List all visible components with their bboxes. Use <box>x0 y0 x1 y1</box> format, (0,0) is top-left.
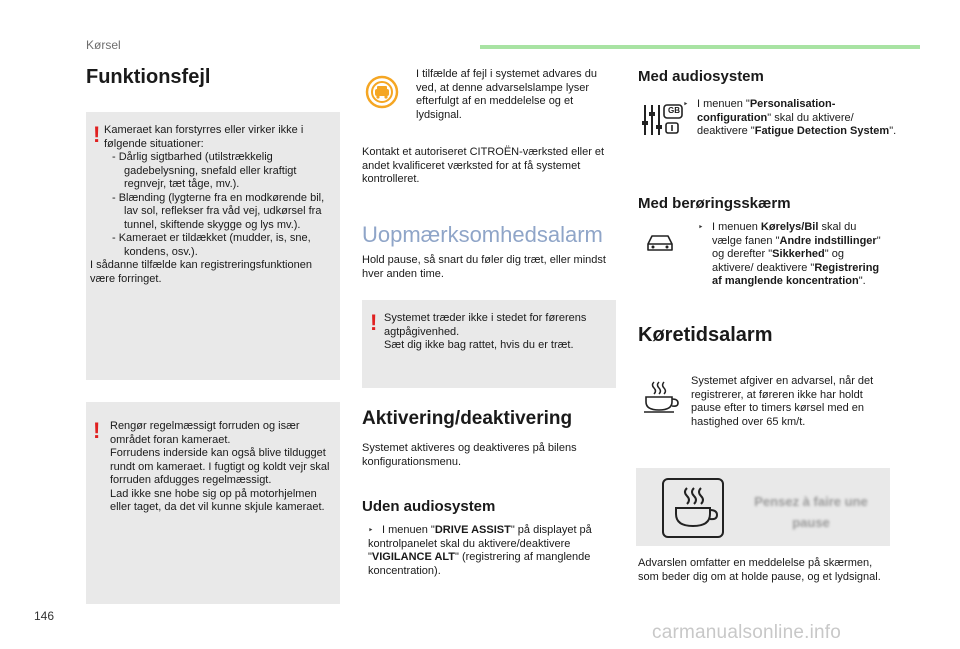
watermark: carmanualsonline.info <box>652 622 842 643</box>
activation-title: Aktivering/deaktivering <box>362 408 573 429</box>
list-item: - Kameraet er tildækket (mudder, is, sne, kondens, osv.). <box>112 232 311 258</box>
screen-icon-frame <box>662 478 724 538</box>
coffee-cup-icon <box>642 380 682 414</box>
warning-mark: ! <box>93 418 101 443</box>
warning-outro: I sådanne tilfælde kan registreringsfunktionen være forringet. <box>90 259 312 285</box>
workshop-text: Kontakt et autoriseret CITROËN-værksted eller et andet kvalificeret værksted for at få systemet kontrolleret. <box>362 146 605 185</box>
warning-camera-text <box>90 124 336 286</box>
malfunction-title: Funktionsfejl <box>86 66 211 88</box>
driving-time-title: Køretidsalarm <box>638 324 773 346</box>
touchscreen-text: ‣ I menuen Kørelys/Bil skal du vælge fanen "Andre indstillinger" og derefter "Sikkerhed" og aktivere/ deaktivere "Registrering af manglende koncentration". <box>698 221 881 287</box>
alert-text: I tilfælde af fejl i systemet advares du ved, at denne advarselslampe lyser efterfulgt af en meddelelse og et lydsignal. <box>416 68 597 121</box>
section-label: Kørsel <box>86 38 121 52</box>
no-audio-title: Uden audiosystem <box>362 498 496 515</box>
list-item: - Blænding (lygterne fra en modkørende bil, lav sol, reflekser fra våd vej, udkørsel fra tunnel, skiftende skygge og lys mv.). <box>112 191 325 231</box>
warning-fatigue-text: Systemet træder ikke i stedet for førerens agtpågivenhed. Sæt dig ikke bag rattet, hvis du er træt. <box>384 312 587 351</box>
warning-text: Advarslen omfatter en meddelelse på skærmen, som beder dig om at holde pause, og et lydsignal. <box>638 557 881 583</box>
alarm-text: Hold pause, så snart du føler dig træt, eller mindst hver anden time. <box>362 254 606 280</box>
coffee-cup-icon <box>670 484 718 532</box>
fatigue-alert-icon <box>364 74 400 110</box>
arrow-icon: ‣ <box>368 525 374 535</box>
warning-intro: Kameraet kan forstyrres eller virker ikke i følgende situationer: <box>104 124 304 150</box>
section-bar <box>480 45 920 49</box>
alarm-title: Uopmærksomhedsalarm <box>362 222 603 247</box>
warning-mark: ! <box>93 122 101 147</box>
arrow-icon: ‣ <box>698 222 704 232</box>
warning-clean-text: Rengør regelmæssigt forruden og især området foran kameraet. Forrudens inderside kan også blive tildugget rundt om kameraet. I fugtigt og koldt vejr skal forruden afdugges regelmæssigt. Lad ikke sne hobe sig op på motorhjelmen eller taget, da det vil kunne skjule kameraet. <box>110 420 330 513</box>
touchscreen-title: Med berøringsskærm <box>638 195 791 212</box>
no-audio-text: ‣ I menuen "DRIVE ASSIST" på displayet på kontrolpanelet skal du aktivere/deaktivere "VIGILANCE ALT" (registrering af manglende koncentration). <box>368 524 592 577</box>
driving-time-text: Systemet afgiver en advarsel, når det registrerer, at føreren ikke har holdt pause efter to timers kørsel med en hastighed over 65 km/t. <box>691 375 874 428</box>
arrow-icon: ‣ <box>683 99 689 109</box>
car-icon <box>644 232 676 254</box>
audio-text: ‣ I menuen "Personalisation-configuration" skal du aktivere/ deaktivere "Fatigue Detection System". <box>683 98 897 137</box>
activation-text: Systemet aktiveres og deaktiveres på bilens konfigurationsmenu. <box>362 442 577 468</box>
gb-label: GB <box>668 106 680 115</box>
screen-message: Pensez à faire une pause <box>754 494 868 530</box>
page-number: 146 <box>34 609 55 623</box>
warning-mark: ! <box>370 310 378 335</box>
list-item: - Dårlig sigtbarhed (utilstrækkelig gadebelysning, snefald eller kraftigt regnvejr, tæt tåge, mv.). <box>112 151 297 190</box>
audio-title: Med audiosystem <box>638 68 764 85</box>
